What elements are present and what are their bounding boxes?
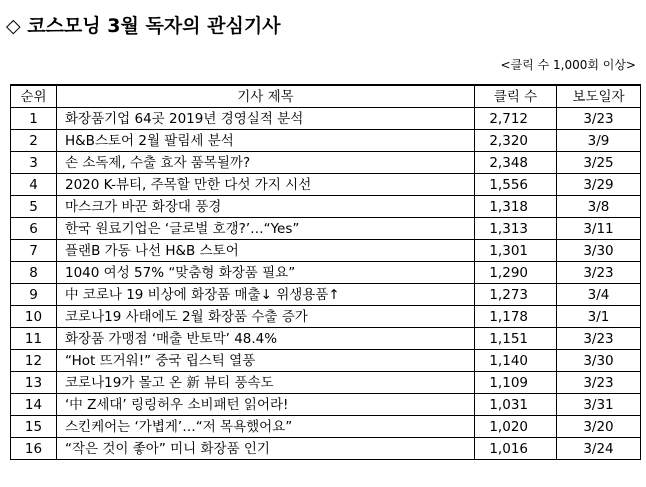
clicks-cell: 1,178	[475, 306, 557, 328]
date-cell: 3/23	[557, 262, 641, 284]
header-rank: 순위	[11, 85, 57, 108]
table-row	[11, 416, 641, 438]
rank-cell: 3	[11, 152, 57, 174]
date-cell: 3/23	[557, 108, 641, 130]
date-cell: 3/23	[557, 372, 641, 394]
date-cell: 3/20	[557, 416, 641, 438]
rank-cell: 15	[11, 416, 57, 438]
title-cell: “Hot 뜨거워!” 중국 립스틱 열풍	[57, 350, 475, 372]
title-cell: “작은 것이 좋아” 미니 화장품 인기	[57, 438, 475, 460]
rank-cell: 11	[11, 328, 57, 350]
clicks-cell: 2,712	[475, 108, 557, 130]
clicks-cell: 1,290	[475, 262, 557, 284]
table-row	[11, 372, 641, 394]
date-cell: 3/25	[557, 152, 641, 174]
rank-cell: 13	[11, 372, 57, 394]
header-clicks: 클릭 수	[475, 85, 557, 108]
date-cell: 3/8	[557, 196, 641, 218]
clicks-cell: 1,151	[475, 328, 557, 350]
title-cell: 스킨케어는 ‘가볍게’…“저 목욕했어요”	[57, 416, 475, 438]
clicks-cell: 1,313	[475, 218, 557, 240]
table-row	[11, 152, 641, 174]
date-cell: 3/30	[557, 350, 641, 372]
rank-cell: 1	[11, 108, 57, 130]
title-cell: ‘中 Z세대’ 링링허우 소비패턴 읽어라!	[57, 394, 475, 416]
clicks-cell: 1,140	[475, 350, 557, 372]
rank-cell: 6	[11, 218, 57, 240]
title-cell: 손 소독제, 수출 효자 품목될까?	[57, 152, 475, 174]
clicks-cell: 1,273	[475, 284, 557, 306]
threshold-note: <클릭 수 1,000회 이상>	[500, 58, 636, 72]
table-row	[11, 284, 641, 306]
articles-table	[10, 84, 641, 460]
title-cell: 플랜B 가동 나선 H&B 스토어	[57, 240, 475, 262]
date-cell: 3/11	[557, 218, 641, 240]
table-row	[11, 196, 641, 218]
rank-cell: 5	[11, 196, 57, 218]
table-row	[11, 218, 641, 240]
rank-cell: 2	[11, 130, 57, 152]
header-date: 보도일자	[557, 85, 641, 108]
rank-cell: 4	[11, 174, 57, 196]
table-row	[11, 240, 641, 262]
rank-cell: 10	[11, 306, 57, 328]
date-cell: 3/9	[557, 130, 641, 152]
title-cell: 코로나19 사태에도 2월 화장품 수출 증가	[57, 306, 475, 328]
table-row	[11, 438, 641, 460]
table-row	[11, 394, 641, 416]
clicks-cell: 1,020	[475, 416, 557, 438]
header-row	[11, 85, 641, 108]
title-cell: 화장품 가맹점 ‘매출 반토막’ 48.4%	[57, 328, 475, 350]
rank-cell: 7	[11, 240, 57, 262]
table-row	[11, 130, 641, 152]
rank-cell: 12	[11, 350, 57, 372]
table-row	[11, 174, 641, 196]
header-title: 기사 제목	[57, 85, 475, 108]
title-cell: 한국 원료기업은 ‘글로벌 호갱?’…“Yes”	[57, 218, 475, 240]
date-cell: 3/4	[557, 284, 641, 306]
page-title: ◇ 코스모닝 3월 독자의 관심기사	[6, 15, 281, 37]
clicks-cell: 1,109	[475, 372, 557, 394]
title-cell: 2020 K-뷰티, 주목할 만한 다섯 가지 시선	[57, 174, 475, 196]
title-cell: H&B스토어 2월 팔림세 분석	[57, 130, 475, 152]
date-cell: 3/31	[557, 394, 641, 416]
date-cell: 3/1	[557, 306, 641, 328]
table-row	[11, 262, 641, 284]
title-cell: 화장품기업 64곳 2019년 경영실적 분석	[57, 108, 475, 130]
clicks-cell: 1,318	[475, 196, 557, 218]
title-cell: 中 코로나 19 비상에 화장품 매출↓ 위생용품↑	[57, 284, 475, 306]
rank-cell: 16	[11, 438, 57, 460]
table-row	[11, 108, 641, 130]
rank-cell: 9	[11, 284, 57, 306]
rank-cell: 8	[11, 262, 57, 284]
date-cell: 3/24	[557, 438, 641, 460]
clicks-cell: 1,031	[475, 394, 557, 416]
table-row	[11, 350, 641, 372]
title-cell: 마스크가 바꾼 화장대 풍경	[57, 196, 475, 218]
title-cell: 1040 여성 57% “맞춤형 화장품 필요”	[57, 262, 475, 284]
date-cell: 3/29	[557, 174, 641, 196]
title-cell: 코로나19가 몰고 온 新 뷰티 풍속도	[57, 372, 475, 394]
clicks-cell: 1,016	[475, 438, 557, 460]
date-cell: 3/23	[557, 328, 641, 350]
clicks-cell: 1,556	[475, 174, 557, 196]
clicks-cell: 2,320	[475, 130, 557, 152]
rank-cell: 14	[11, 394, 57, 416]
table-row	[11, 306, 641, 328]
date-cell: 3/30	[557, 240, 641, 262]
clicks-cell: 1,301	[475, 240, 557, 262]
table-row	[11, 328, 641, 350]
clicks-cell: 2,348	[475, 152, 557, 174]
